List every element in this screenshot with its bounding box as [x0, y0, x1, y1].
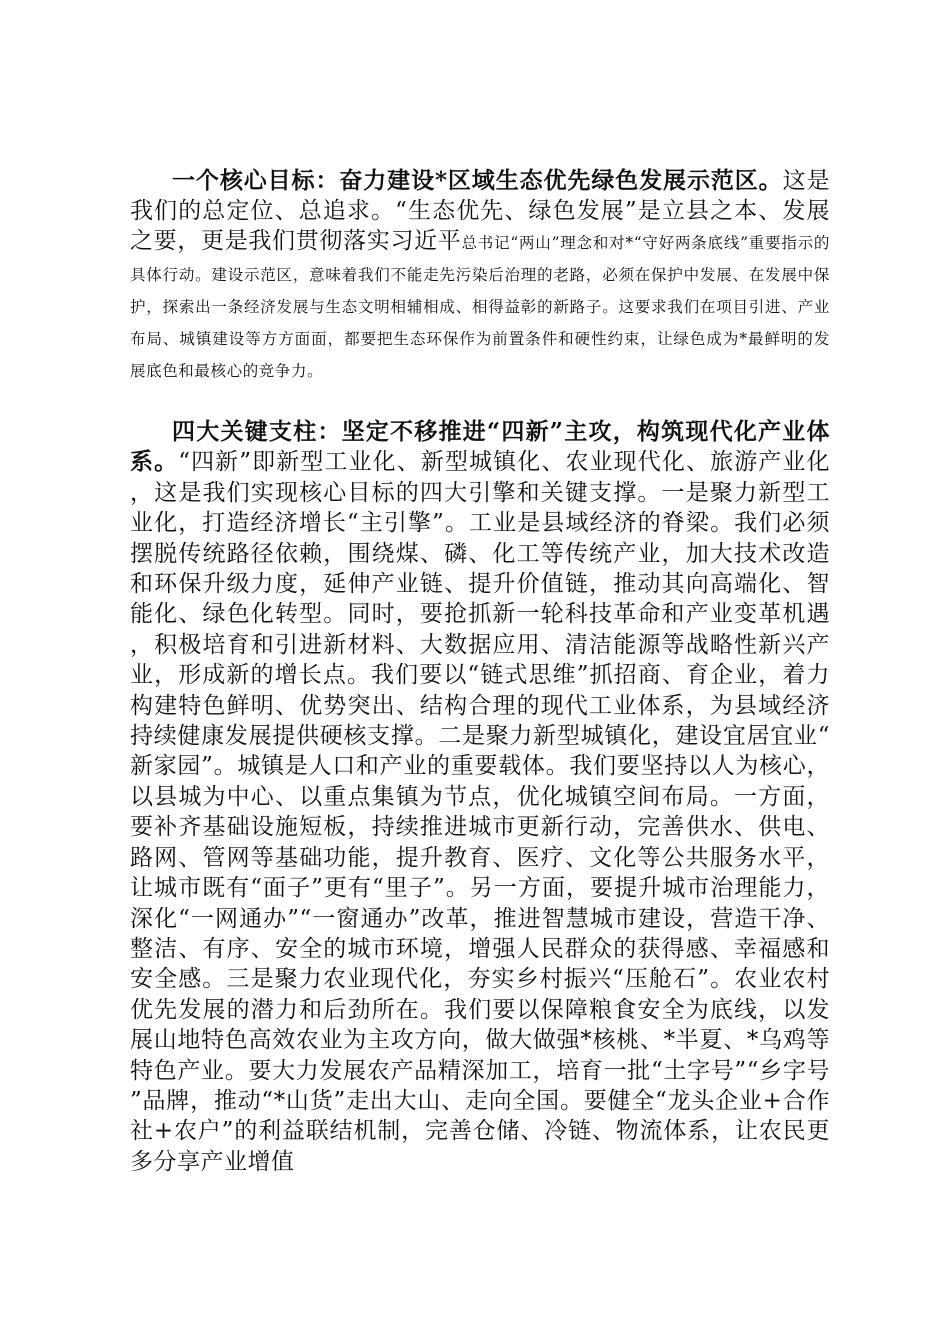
- paragraph-body: 这是我们的总定位、总追求。“生态优先、绿色发展”是立县之本、发展之要，更是我们贯彻落实习近平: [130, 168, 830, 254]
- paragraph-lead: 四大关键支柱：坚定不移推进“四新”主攻，构筑现代化产业体系。: [130, 418, 830, 476]
- paragraph-core-goal: [130, 166, 830, 386]
- document-page: [130, 166, 830, 1177]
- paragraph-body-small: 总书记“两山”理念和对*“守好两条底线”重要指示的具体行动。建设示范区，意味着我们不能走先污染后治理的老路，必须在保护中发展、在发展中保护，探索出一条经济发展与生态文明相辅相成、相得益彰的新路子。这要求我们在项目引进、产业布局、城镇建设等方方面面，都要把生态环保作为前置条件和硬性约束，让绿色成为*最鲜明的发展底色和最核心的竞争力。: [130, 234, 831, 380]
- paragraph-body: “四新”即新型工业化、新型城镇化、农业现代化、旅游产业化，这是我们实现核心目标的四大引擎和关键支撑。一是聚力新型工业化，打造经济增长“主引擎”。工业是县域经济的脊梁。我们必须摆脱传统路径依赖，围绕煤、磷、化工等传统产业，加大技术改造和环保升级力度，延伸产业链、提升价值链，推动其向高端化、智能化、绿色化转型。同时，要抢抓新一轮科技革命和产业变革机遇，积极培育和引进新材料、大数据应用、清洁能源等战略性新兴产业，形成新的增长点。我们要以“链式思维”抓招商、育企业，着力构建特色鲜明、优势突出、结构合理的现代工业体系，为县域经济持续健康发展提供硬核支撑。二是聚力新型城镇化，建设宜居宜业“新家园”。城镇是人口和产业的重要载体。我们要坚持以人为核心，以县城为中心、以重点集镇为节点，优化城镇空间布局。一方面，要补齐基础设施短板，持续推进城市更新行动，完善供水、供电、路网、管网等基础功能，提升教育、医疗、文化等公共服务水平，让城市既有“面子”更有“里子”。另一方面，要提升城市治理能力，深化“一网通办”“一窗通办”改革，推进智慧城市建设，营造干净、整洁、有序、安全的城市环境，增强人民群众的获得感、幸福感和安全感。三是聚力农业现代化，夯实乡村振兴“压舱石”。农业农村优先发展的潜力和后劲所在。我们要以保障粮食安全为底线，以发展山地特色高效农业为主攻方向，做大做强*核桃、*半夏、*乌鸡等特色产业。要大力发展农产品精深加工，培育一批“土字号”“乡字号”品牌，推动“*山货”走出大山、走向全国。要健全“龙头企业+合作社+农户”的利益联结机制，完善仓储、冷链、物流体系，让农民更多分享产业增值: [130, 449, 830, 1175]
- paragraph-four-pillars: [130, 417, 830, 1177]
- paragraph-lead: 一个核心目标：奋力建设*区域生态优先绿色发展示范区。: [172, 167, 783, 194]
